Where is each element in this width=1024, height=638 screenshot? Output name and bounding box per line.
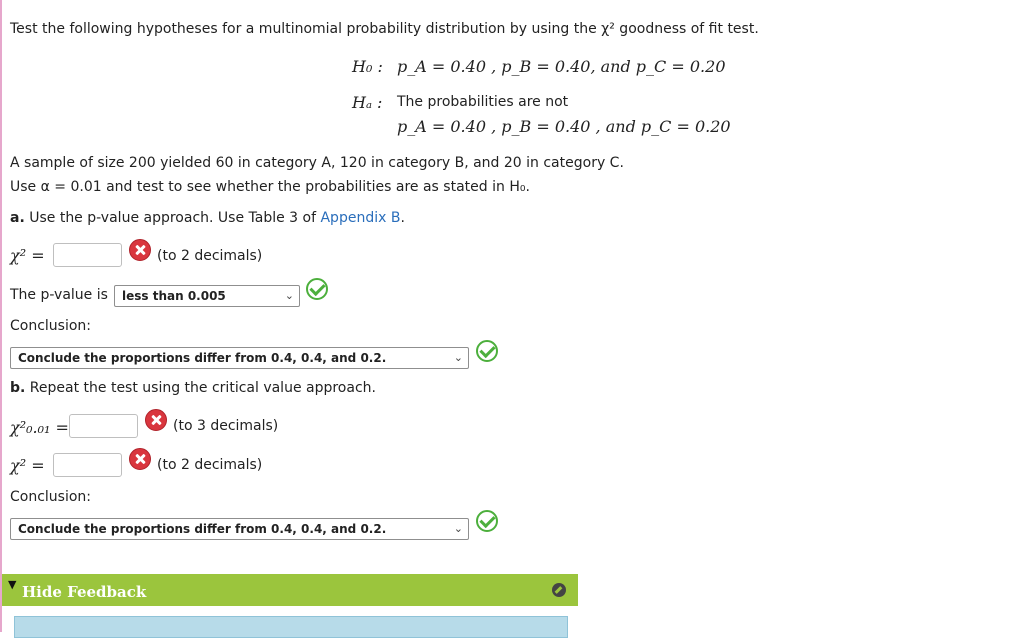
x-circle-icon [129,448,151,470]
part-b-letter: b. [10,380,26,396]
chi-critical-input[interactable] [69,414,138,438]
alpha-text: Use α = 0.01 and test to see whether the probabilities are as stated in H₀. [10,179,530,195]
pvalue-select[interactable] [114,285,300,307]
pencil-icon [552,583,566,597]
part-b-text: Repeat the test using the critical value approach. [29,380,376,396]
ha-line1: The probabilities are not [397,94,569,110]
feedback-toggle-bar[interactable] [2,574,578,606]
check-circle-icon [476,340,498,362]
x-circle-icon [129,239,151,261]
ha-label: Hₐ : [352,93,383,112]
part-a-letter: a. [10,210,25,226]
chi-hint-a: (to 2 decimals) [157,248,263,264]
chi-square-label-a: χ² = [10,246,45,265]
chi-critical-label: χ²₀.₀₁ = [10,418,69,437]
chevron-down-icon: ⌄ [453,522,463,535]
crit-hint: (to 3 decimals) [173,418,279,434]
conclusion-select-b[interactable] [10,518,469,540]
chevron-down-icon: ⌄ [284,289,294,302]
chi-square-input-a[interactable] [53,243,122,267]
part-a-text: Use the p-value approach. Use Table 3 of [29,210,317,226]
appendix-b-link[interactable]: Appendix B [320,210,401,226]
chi-square-label-b: χ² = [10,456,45,475]
check-circle-icon [306,278,328,300]
conclusion-label-b: Conclusion: [10,489,92,505]
part-b-title [10,380,376,396]
h0-text: p_A = 0.40 , p_B = 0.40, and p_C = 0.20 [397,57,726,76]
conclusion-selected-b: Conclude the proportions differ from 0.4, 0.4, and 0.2. [18,522,387,536]
x-circle-icon [145,409,167,431]
conclusion-label-a: Conclusion: [10,318,92,334]
h0-label: H₀ : [352,57,383,76]
question-intro: Test the following hypotheses for a multinomial probability distribution by using the χ² goodness of fit test. [10,21,759,37]
left-accent-bar [0,0,2,632]
chevron-down-icon: ⌄ [453,351,463,364]
hide-feedback-label: Hide Feedback [22,583,147,601]
feedback-panel [14,616,568,638]
chi-square-input-b[interactable] [53,453,122,477]
check-circle-icon [476,510,498,532]
part-a-period: . [400,210,405,226]
conclusion-selected-a: Conclude the proportions differ from 0.4, 0.4, and 0.2. [18,351,387,365]
ha-line2: p_A = 0.40 , p_B = 0.40 , and p_C = 0.20 [397,117,731,136]
sample-text: A sample of size 200 yielded 60 in category A, 120 in category B, and 20 in category C. [10,155,624,171]
chi-hint-b: (to 2 decimals) [157,457,263,473]
pvalue-selected: less than 0.005 [122,289,226,303]
pvalue-label: The p-value is [10,287,108,303]
conclusion-select-a[interactable] [10,347,469,369]
part-a-title [10,210,405,226]
triangle-down-icon: ▼ [8,578,17,591]
